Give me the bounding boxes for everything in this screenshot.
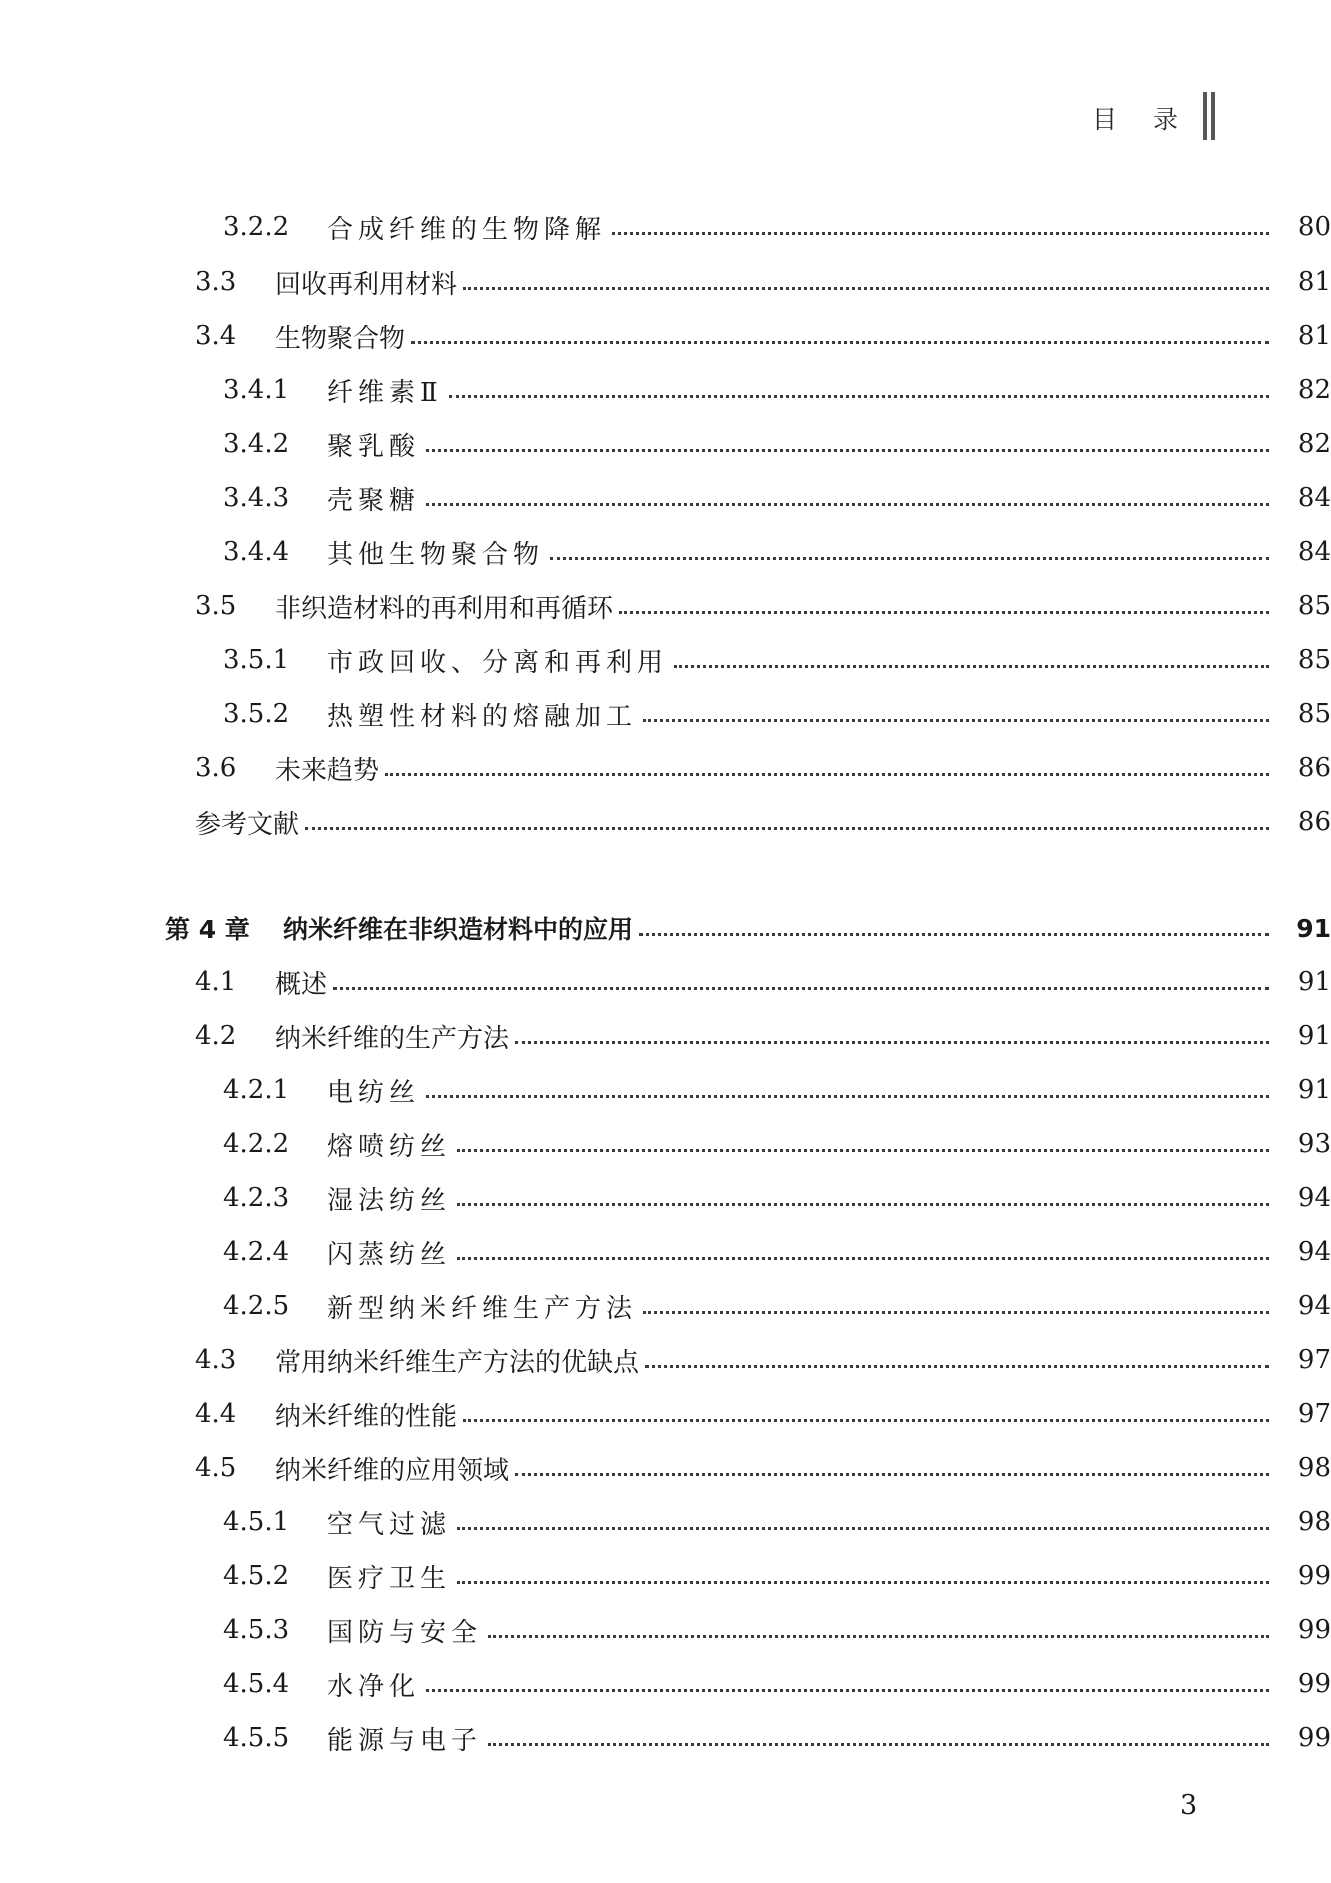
- toc-number: 3.4.1: [223, 375, 290, 405]
- toc-title: 概述: [275, 969, 328, 1000]
- dot-leader: [457, 1203, 1269, 1206]
- toc-number: 4.5.1: [223, 1507, 290, 1537]
- toc-number: 3.5.2: [223, 699, 290, 729]
- dot-leader: [457, 1581, 1269, 1584]
- toc-entry-4-5[interactable]: [0, 1448, 1331, 1488]
- dot-leader: [674, 665, 1269, 668]
- toc-entry-4-5-4[interactable]: [0, 1664, 1331, 1704]
- toc-title: 湿法纺丝: [327, 1185, 452, 1216]
- toc-title: 电纺丝: [327, 1077, 421, 1108]
- toc-title: 纳米纤维的应用领域: [275, 1455, 510, 1486]
- toc-entry-4-3[interactable]: [0, 1340, 1331, 1380]
- toc-entry-3-6[interactable]: [0, 748, 1331, 788]
- toc-title: 回收再利用材料: [275, 269, 458, 300]
- toc-number: 3.4: [195, 321, 237, 351]
- toc-entry-4-2-1[interactable]: [0, 1070, 1331, 1110]
- toc-title: 聚乳酸: [327, 431, 421, 462]
- toc-number: 3.2.2: [223, 212, 290, 242]
- toc-number: 4.2.4: [223, 1237, 290, 1267]
- toc-page: 85: [1297, 645, 1331, 675]
- toc-page: 99: [1297, 1669, 1331, 1699]
- toc-entry-3-4-4[interactable]: [0, 532, 1331, 572]
- toc-entry-4-2[interactable]: [0, 1016, 1331, 1056]
- toc-title: 熔喷纺丝: [327, 1131, 452, 1162]
- toc-page: 80: [1297, 212, 1331, 242]
- toc-page: 99: [1297, 1561, 1331, 1591]
- dot-leader: [463, 1419, 1269, 1422]
- toc-page: 84: [1297, 483, 1331, 513]
- toc-title: 闪蒸纺丝: [327, 1239, 452, 1270]
- toc-title: 未来趋势: [275, 755, 380, 786]
- header-bar-right: [1211, 92, 1215, 140]
- toc-number: 4.2: [195, 1021, 237, 1051]
- dot-leader: [426, 1095, 1269, 1098]
- toc-entry-3-4-3[interactable]: [0, 478, 1331, 518]
- toc-entry-4-5-1[interactable]: [0, 1502, 1331, 1542]
- toc-title: 医疗卫生: [327, 1563, 452, 1594]
- toc-number: 4.5.5: [223, 1723, 290, 1753]
- toc-title: 纳米纤维在非织造材料中的应用: [283, 915, 634, 944]
- toc-title: 空气过滤: [327, 1509, 452, 1540]
- toc-page: 91: [1297, 967, 1331, 997]
- dot-leader: [612, 232, 1269, 235]
- toc-title: 参考文献: [195, 809, 300, 840]
- dot-leader: [449, 395, 1269, 398]
- dot-leader: [488, 1635, 1269, 1638]
- toc-number: 4.1: [195, 967, 237, 997]
- toc-number: 4.4: [195, 1399, 237, 1429]
- toc-entry-3-5-1[interactable]: [0, 640, 1331, 680]
- toc-title: 市政回收、分离和再利用: [327, 647, 669, 678]
- toc-page: 86: [1297, 753, 1331, 783]
- dot-leader: [515, 1041, 1269, 1044]
- toc-page: 82: [1297, 375, 1331, 405]
- toc-number: 4.5: [195, 1453, 237, 1483]
- toc-page: 99: [1297, 1723, 1331, 1753]
- toc-number: 4.2.5: [223, 1291, 290, 1321]
- dot-leader: [488, 1743, 1269, 1746]
- toc-entry-4-1[interactable]: [0, 962, 1331, 1002]
- toc-number: 4.5.4: [223, 1669, 290, 1699]
- toc-entry-3-2-2[interactable]: [0, 207, 1331, 247]
- dot-leader: [457, 1257, 1269, 1260]
- toc-entry-4-2-4[interactable]: [0, 1232, 1331, 1272]
- page-number: 3: [1180, 1790, 1198, 1821]
- toc-number: 3.4.3: [223, 483, 290, 513]
- dot-leader: [639, 933, 1269, 936]
- toc-number: 3.5: [195, 591, 237, 621]
- running-header: 目 录: [1092, 105, 1192, 134]
- toc-title: 合成纤维的生物降解: [327, 214, 607, 245]
- dot-leader: [305, 827, 1269, 830]
- toc-title: 能源与电子: [327, 1725, 483, 1756]
- toc-entry-3-5[interactable]: [0, 586, 1331, 626]
- dot-leader: [643, 719, 1269, 722]
- toc-entry-references-ch3[interactable]: [0, 802, 1331, 842]
- toc-page: 97: [1297, 1399, 1331, 1429]
- toc-entry-4-2-5[interactable]: [0, 1286, 1331, 1326]
- toc-entry-4-5-5[interactable]: [0, 1718, 1331, 1758]
- toc-page: 85: [1297, 699, 1331, 729]
- toc-entry-3-3[interactable]: [0, 262, 1331, 302]
- toc-page: 94: [1297, 1291, 1331, 1321]
- toc-entry-4-5-3[interactable]: [0, 1610, 1331, 1650]
- toc-number: 3.4.4: [223, 537, 290, 567]
- toc-title: 纳米纤维的性能: [275, 1401, 458, 1432]
- toc-page: 81: [1297, 267, 1331, 297]
- toc-page: 98: [1297, 1453, 1331, 1483]
- toc-number: 4.2.3: [223, 1183, 290, 1213]
- toc-entry-4-2-2[interactable]: [0, 1124, 1331, 1164]
- toc-number: 第 4 章: [165, 915, 250, 944]
- dot-leader: [515, 1473, 1269, 1476]
- dot-leader: [457, 1149, 1269, 1152]
- toc-page: 94: [1297, 1183, 1331, 1213]
- toc-title: 纤维素Ⅱ: [327, 377, 443, 408]
- dot-leader: [619, 611, 1269, 614]
- toc-page: 81: [1297, 321, 1331, 351]
- toc-number: 3.6: [195, 753, 237, 783]
- toc-page: 91: [1297, 1021, 1331, 1051]
- toc-number: 3.3: [195, 267, 237, 297]
- toc-number: 4.3: [195, 1345, 237, 1375]
- toc-page: 85: [1297, 591, 1331, 621]
- toc-title: 纳米纤维的生产方法: [275, 1023, 510, 1054]
- dot-leader: [426, 449, 1269, 452]
- toc-page: 97: [1297, 1345, 1331, 1375]
- toc-page: 94: [1297, 1237, 1331, 1267]
- toc-page: 91: [1297, 1075, 1331, 1105]
- toc-page: 98: [1297, 1507, 1331, 1537]
- dot-leader: [426, 1689, 1269, 1692]
- toc-title: 国防与安全: [327, 1617, 483, 1648]
- header-bar-left: [1203, 92, 1207, 140]
- toc-number: 4.5.2: [223, 1561, 290, 1591]
- toc-number: 4.2.1: [223, 1075, 290, 1105]
- dot-leader: [645, 1365, 1269, 1368]
- dot-leader: [333, 987, 1269, 990]
- toc-title: 新型纳米纤维生产方法: [327, 1293, 638, 1324]
- toc-entry-3-4[interactable]: [0, 316, 1331, 356]
- toc-page: 82: [1297, 429, 1331, 459]
- toc-entry-4-2-3[interactable]: [0, 1178, 1331, 1218]
- dot-leader: [643, 1311, 1269, 1314]
- toc-page: 99: [1297, 1615, 1331, 1645]
- dot-leader: [426, 503, 1269, 506]
- toc-title: 其他生物聚合物: [327, 539, 545, 570]
- toc-page: 93: [1297, 1129, 1331, 1159]
- toc-page: 86: [1297, 807, 1331, 837]
- toc-title: 水净化: [327, 1671, 421, 1702]
- toc-entry-3-4-2[interactable]: [0, 424, 1331, 464]
- toc-title: 热塑性材料的熔融加工: [327, 701, 638, 732]
- toc-page: 91: [1296, 913, 1331, 943]
- toc-entry-4-4[interactable]: [0, 1394, 1331, 1434]
- toc-entry-4-5-2[interactable]: [0, 1556, 1331, 1596]
- toc-title: 常用纳米纤维生产方法的优缺点: [275, 1347, 640, 1378]
- dot-leader: [411, 341, 1269, 344]
- toc-title: 生物聚合物: [275, 323, 406, 354]
- toc-number: 4.2.2: [223, 1129, 290, 1159]
- dot-leader: [457, 1527, 1269, 1530]
- toc-title: 壳聚糖: [327, 485, 421, 516]
- toc-number: 4.5.3: [223, 1615, 290, 1645]
- toc-number: 3.5.1: [223, 645, 290, 675]
- toc-number: 3.4.2: [223, 429, 290, 459]
- toc-entry-chapter-4[interactable]: [0, 908, 1331, 948]
- dot-leader: [385, 773, 1269, 776]
- toc-page: 84: [1297, 537, 1331, 567]
- toc-entry-3-5-2[interactable]: [0, 694, 1331, 734]
- dot-leader: [463, 287, 1269, 290]
- toc-title: 非织造材料的再利用和再循环: [275, 593, 614, 624]
- toc-entry-3-4-1[interactable]: [0, 370, 1331, 410]
- dot-leader: [550, 557, 1269, 560]
